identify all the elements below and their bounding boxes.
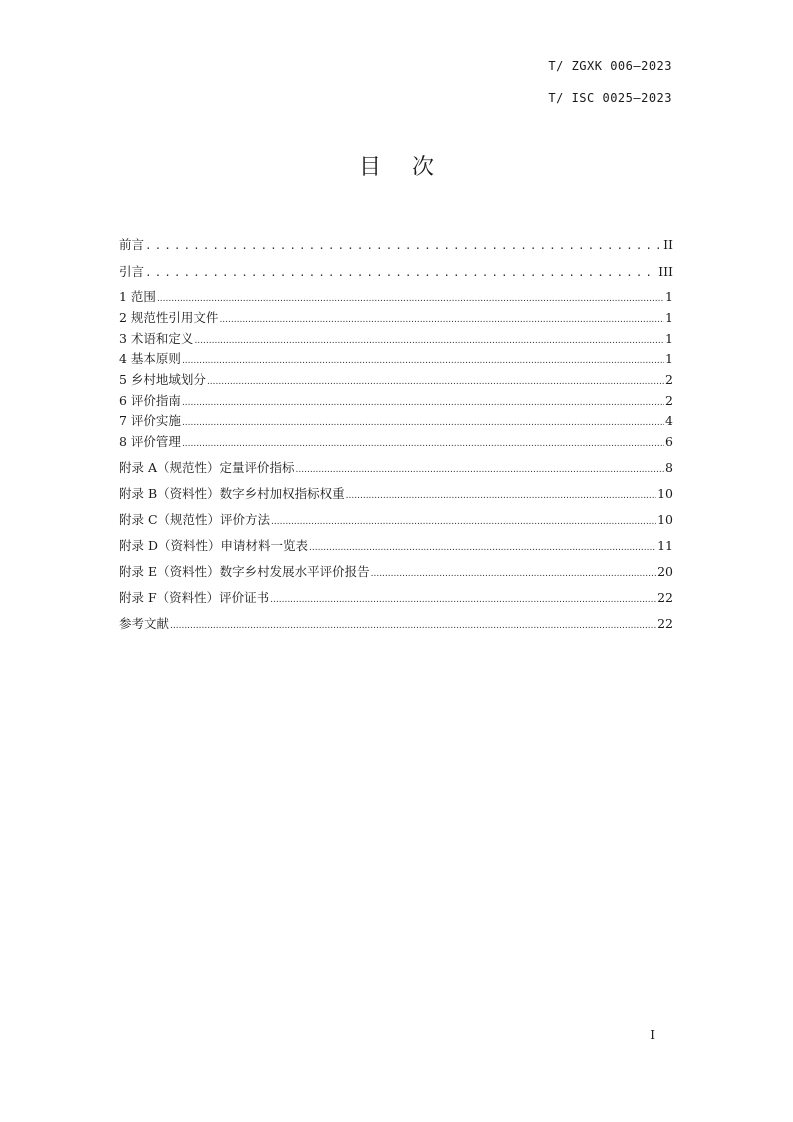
toc-entry-bibliography[interactable]: [119, 614, 673, 632]
toc-entry-foreword[interactable]: [119, 235, 673, 253]
toc-entry-page: 2: [665, 372, 673, 387]
toc-leader-dots: [145, 266, 657, 279]
toc-leader-dots: [270, 595, 656, 605]
toc-entry-label: 6 评价指南: [119, 393, 181, 408]
toc-entry-page: 22: [657, 616, 673, 631]
standard-code-secondary: T/ ISC 0025—2023: [548, 91, 672, 105]
toc-entry-page: 2: [665, 393, 673, 408]
toc-leader-dots: [157, 294, 664, 304]
toc-entry-2[interactable]: [119, 308, 673, 326]
toc-entry-page: III: [658, 264, 673, 279]
toc-entry-7[interactable]: [119, 411, 673, 429]
toc-entry-6[interactable]: [119, 391, 673, 409]
toc-entry-page: 1: [665, 289, 673, 304]
toc-entry-label: 2 规范性引用文件: [119, 310, 219, 325]
toc-leader-dots: [371, 569, 656, 579]
toc-entry-3[interactable]: [119, 329, 673, 347]
toc-leader-dots: [296, 465, 665, 475]
page-title: 目 次: [359, 155, 446, 180]
toc-entry-page: 10: [657, 512, 673, 527]
toc-leader-dots: [182, 398, 664, 408]
toc-entry-annex-d[interactable]: [119, 536, 673, 554]
toc-leader-dots: [182, 356, 664, 366]
toc-entry-label: 附录 F（资料性）评价证书: [119, 590, 270, 605]
toc-entry-page: 1: [665, 351, 673, 366]
toc-entry-label: 前言: [119, 237, 145, 252]
toc-entry-page: 11: [657, 538, 673, 553]
toc-leader-dots: [309, 543, 656, 553]
toc-entry-page: 4: [665, 413, 673, 428]
toc-entry-5[interactable]: [119, 370, 673, 388]
toc-entry-label: 参考文献: [119, 616, 170, 631]
toc-leader-dots: [170, 621, 656, 631]
toc-entry-label: 5 乡村地域划分: [119, 372, 206, 387]
toc-entry-page: 10: [657, 486, 673, 501]
toc-entry-8[interactable]: [119, 432, 673, 450]
toc-leader-dots: [194, 336, 664, 346]
toc-entry-page: 1: [665, 331, 673, 346]
toc-entry-annex-f[interactable]: [119, 588, 673, 606]
toc-entry-1[interactable]: [119, 287, 673, 305]
toc-entry-label: 附录 A（规范性）定量评价指标: [119, 460, 295, 475]
toc-entry-label: 4 基本原则: [119, 351, 181, 366]
toc-leader-dots: [219, 315, 664, 325]
toc-entry-introduction[interactable]: [119, 262, 673, 280]
toc-entry-page: 1: [665, 310, 673, 325]
toc-entry-label: 附录 D（资料性）申请材料一览表: [119, 538, 308, 553]
toc-entry-annex-a[interactable]: [119, 458, 673, 476]
toc-leader-dots: [207, 377, 664, 387]
toc-entry-page: 8: [665, 460, 673, 475]
toc-leader-dots: [271, 517, 656, 527]
toc-leader-dots: [182, 418, 664, 428]
toc-entry-label: 7 评价实施: [119, 413, 181, 428]
toc-entry-annex-c[interactable]: [119, 510, 673, 528]
toc-entry-page: 22: [657, 590, 673, 605]
toc-entry-page: 6: [665, 434, 673, 449]
standard-code-primary: T/ ZGXK 006—2023: [548, 59, 672, 73]
toc-entry-4[interactable]: [119, 349, 673, 367]
toc-entry-label: 8 评价管理: [119, 434, 181, 449]
toc-leader-dots: [346, 491, 656, 501]
toc-entry-label: 附录 E（资料性）数字乡村发展水平评价报告: [119, 564, 370, 579]
toc-leader-dots: [145, 239, 662, 252]
toc-entry-annex-b[interactable]: [119, 484, 673, 502]
toc-entry-label: 1 范围: [119, 289, 156, 304]
toc-entry-page: II: [663, 237, 673, 252]
toc-entry-label: 引言: [119, 264, 145, 279]
toc-entry-annex-e[interactable]: [119, 562, 673, 580]
toc-entry-label: 附录 B（资料性）数字乡村加权指标权重: [119, 486, 345, 501]
page-number: I: [650, 1028, 655, 1042]
toc-leader-dots: [182, 439, 664, 449]
toc-entry-label: 附录 C（规范性）评价方法: [119, 512, 271, 527]
toc-entry-page: 20: [657, 564, 673, 579]
toc-entry-label: 3 术语和定义: [119, 331, 194, 346]
